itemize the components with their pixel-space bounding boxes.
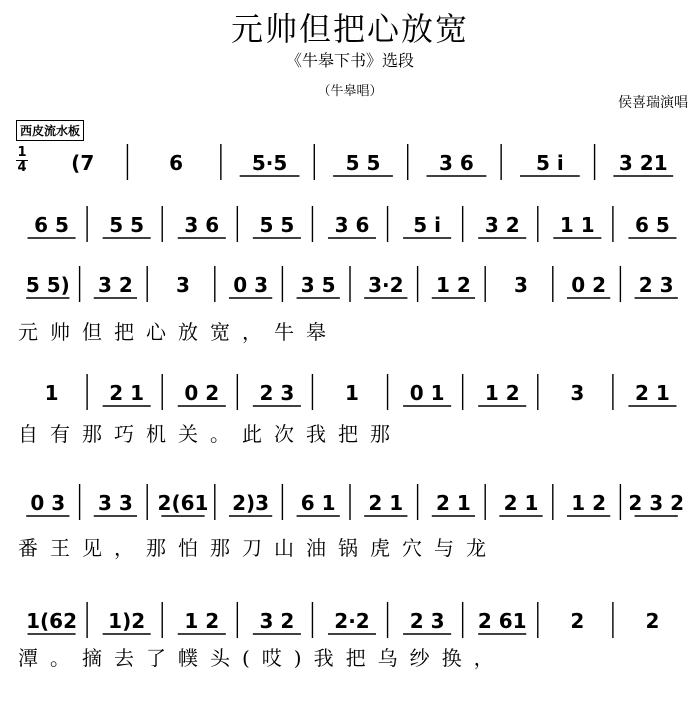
measure-notes: 1 — [44, 381, 59, 405]
measure-notes: 3 6 — [184, 213, 220, 237]
measure-notes: 2 — [570, 609, 585, 633]
measure-notes: 3 — [570, 381, 585, 405]
measure-notes: 6 5 — [34, 213, 69, 237]
measure-notes: 0 3 — [30, 491, 66, 515]
measure-notes: 1 2 — [571, 491, 606, 515]
lyrics-line: 自有那巧机关。此次我把那 — [18, 422, 402, 446]
measure-notes: 0 2 — [571, 273, 606, 297]
measure-notes: 0 2 — [184, 381, 220, 405]
measure-notes: 5 5) — [25, 273, 70, 297]
measure-notes: 6 — [169, 151, 184, 175]
measure-notes: 3 2 — [484, 213, 520, 237]
measure-notes: 2 1 — [635, 381, 670, 405]
measure-notes: 2)3 — [232, 491, 270, 515]
measure-notes: 3·2 — [368, 273, 404, 297]
measure-notes: 2 1 — [368, 491, 404, 515]
measure-notes: 2 1 — [109, 381, 145, 405]
measure-notes: 3 6 — [334, 213, 370, 237]
measure-notes: 3 3 — [98, 491, 133, 515]
measure-notes: 3 2 — [98, 273, 133, 297]
measure-notes: 2(61 — [157, 491, 209, 515]
measure-notes: 2 1 — [503, 491, 539, 515]
measure-notes: 2 3 2 — [628, 491, 685, 515]
measure-notes: 2 61 — [477, 609, 527, 633]
measure-notes: 3 — [176, 273, 190, 297]
measure-notes: 5 i — [535, 151, 564, 175]
measure-notes: 0 3 — [233, 273, 268, 297]
measure-notes: 2 1 — [436, 491, 471, 515]
measure-notes: 1 2 — [484, 381, 520, 405]
time-signature-numerator: 1 — [17, 145, 27, 160]
lyrics-line: 元帅但把心放宽，牛皋 — [18, 320, 338, 344]
measure-notes: (7 — [71, 151, 95, 175]
measure-notes: 6 1 — [300, 491, 336, 515]
lyrics-line: 番王见，那怕那刀山油锅虎穴与龙 — [18, 536, 498, 560]
measure-notes: 5 5 — [109, 213, 145, 237]
measure-notes: 5 i — [413, 213, 441, 237]
singer-note: （牛皋唱） — [317, 84, 383, 99]
measure-notes: 2 3 — [259, 381, 295, 405]
measure-notes: 2 3 — [409, 609, 445, 633]
measure-notes: 0 1 — [409, 381, 445, 405]
performer-credit: 侯喜瑞演唱 — [618, 95, 688, 111]
measure-notes: 3 6 — [439, 151, 474, 175]
lyrics-line: 潭。摘去了幞头(哎)我把乌纱换， — [18, 646, 506, 670]
measure-notes: 1(62 — [26, 609, 78, 633]
song-title: 元帅但把心放宽 — [230, 10, 469, 48]
tempo-marking: 西皮流水板 — [16, 120, 84, 141]
measure-notes: 5·5 — [251, 151, 288, 175]
measure-notes: 3 — [514, 273, 528, 297]
measure-notes: 2 — [645, 609, 660, 633]
measure-notes: 6 5 — [635, 213, 670, 237]
measure-notes: 1 1 — [559, 213, 595, 237]
measure-notes: 5 5 — [259, 213, 295, 237]
measure-notes: 1 2 — [184, 609, 220, 633]
measure-notes: 3 5 — [300, 273, 336, 297]
measure-notes: 1 — [345, 381, 359, 405]
measure-notes: 1 2 — [436, 273, 471, 297]
excerpt-subtitle: 《牛皋下书》选段 — [285, 51, 414, 70]
measure-notes: 5 5 — [345, 151, 381, 175]
measure-notes: 2·2 — [334, 609, 370, 633]
time-signature-denominator: 4 — [17, 160, 27, 175]
measure-notes: 3 2 — [259, 609, 295, 633]
measure-notes: 3 21 — [618, 151, 668, 175]
measure-notes: 1)2 — [108, 609, 146, 633]
measure-notes: 2 3 — [638, 273, 674, 297]
